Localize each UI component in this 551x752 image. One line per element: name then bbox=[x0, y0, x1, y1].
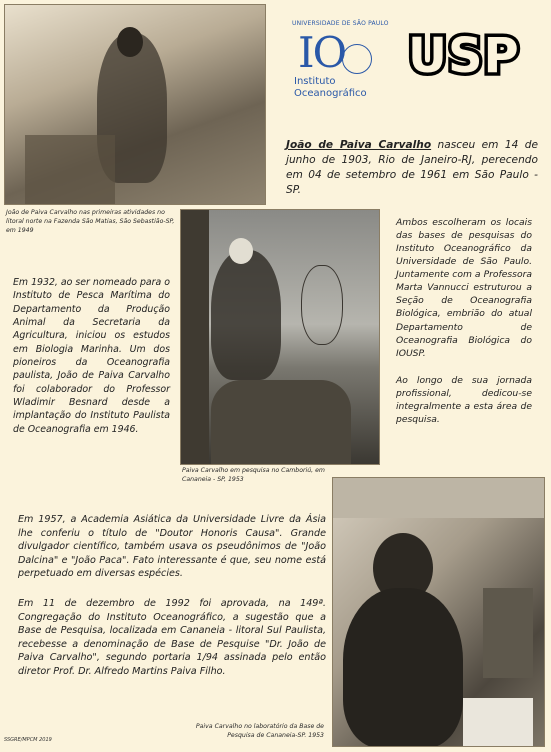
left-paragraph-1: Em 1932, ao ser nomeado para o Instituto de Pesca Marítima do Departamento da Produção Animal da Secretaria da Agricultura, iniciou os estudos em Biologia Marinha. Um dos pioneiros da Oceanografia paulista, João de Paiva Carvalho foi colaborador do Professor Wladimir Besnard desde a implantação do Instituto Paulista de Oceanografia em 1946. bbox=[13, 277, 170, 435]
right-paragraph-1: Ambos escolheram os locais das bases de pesquisas do Instituto Oceanográfico da Universidade de São Paulo. Juntamente com a Professora Marta Vannucci estruturou a Seção de Oceanografia Biológica, embrião do atual Departamento de Oceanografia Biológica do IOUSP. bbox=[396, 217, 532, 359]
io-line1: Instituto bbox=[294, 76, 336, 87]
photo-fishing-research bbox=[180, 209, 380, 465]
right-column bbox=[396, 216, 532, 435]
bottom-paragraph-2: Em 11 de dezembro de 1992 foi aprovada, na 149ª. Congregação do Instituto Oceanográfico, a sugestão que a Base de Pesquisa, localizada em Cananeia - litoral Sul Paulista, recebesse a denominação de Base de Pesquise "Dr. João de Paiva Carvalho", segundo portaria 1/94 assinada pelo então diretor Prof. Dr. Alfredo Martins Paiva Filho. bbox=[18, 598, 326, 678]
photo-field-work bbox=[4, 4, 266, 205]
left-column bbox=[13, 276, 170, 445]
right-paragraph-2: Ao longo de sua jornada profissional, dedicou-se integralmente a esta área de pesquisa. bbox=[396, 374, 532, 425]
bottom-text bbox=[18, 513, 326, 688]
usp-logo: USP bbox=[408, 28, 520, 84]
photo-laboratory bbox=[332, 477, 545, 747]
io-logo bbox=[292, 20, 400, 112]
intro-body: nasceu em 14 de junho de 1903, Rio de Janeiro-RJ, perecendo em 04 de setembro de 1961 em São Paulo - SP. bbox=[286, 139, 538, 197]
io-emblem-icon bbox=[342, 44, 372, 74]
university-name: UNIVERSIDADE DE SÃO PAULO bbox=[292, 20, 389, 27]
bottom-paragraph-1: Em 1957, a Academia Asiática da Universidade Livre da Ásia lhe conferiu o título de "Doutor Honoris Causa". Grande divulgador científico, também usava os pseudônimos de "João Dalcina" e "João Paca". Fato interessante é que, seu nome está perpetuado em diversas espécies. bbox=[18, 514, 326, 580]
caption-photo2: Paiva Carvalho em pesquisa no Camboriú, em Cananeia - SP, 1953 bbox=[182, 467, 325, 483]
io-line2: Oceanográfico bbox=[294, 88, 367, 99]
intro-text bbox=[286, 138, 538, 198]
caption-photo1: João de Paiva Carvalho nas primeiras atividades no litoral norte na Fazenda São Matias, São Sebastião-SP, em 1949 bbox=[6, 209, 175, 234]
person-name: João de Paiva Carvalho bbox=[286, 139, 432, 151]
caption-photo3: Paiva Carvalho no laboratório da Base de Pesquisa de Cananeia-SP. 1953 bbox=[195, 723, 324, 739]
io-letters: IO bbox=[298, 28, 346, 77]
footer-code: SSGRE/MPCM 2019 bbox=[4, 737, 52, 743]
